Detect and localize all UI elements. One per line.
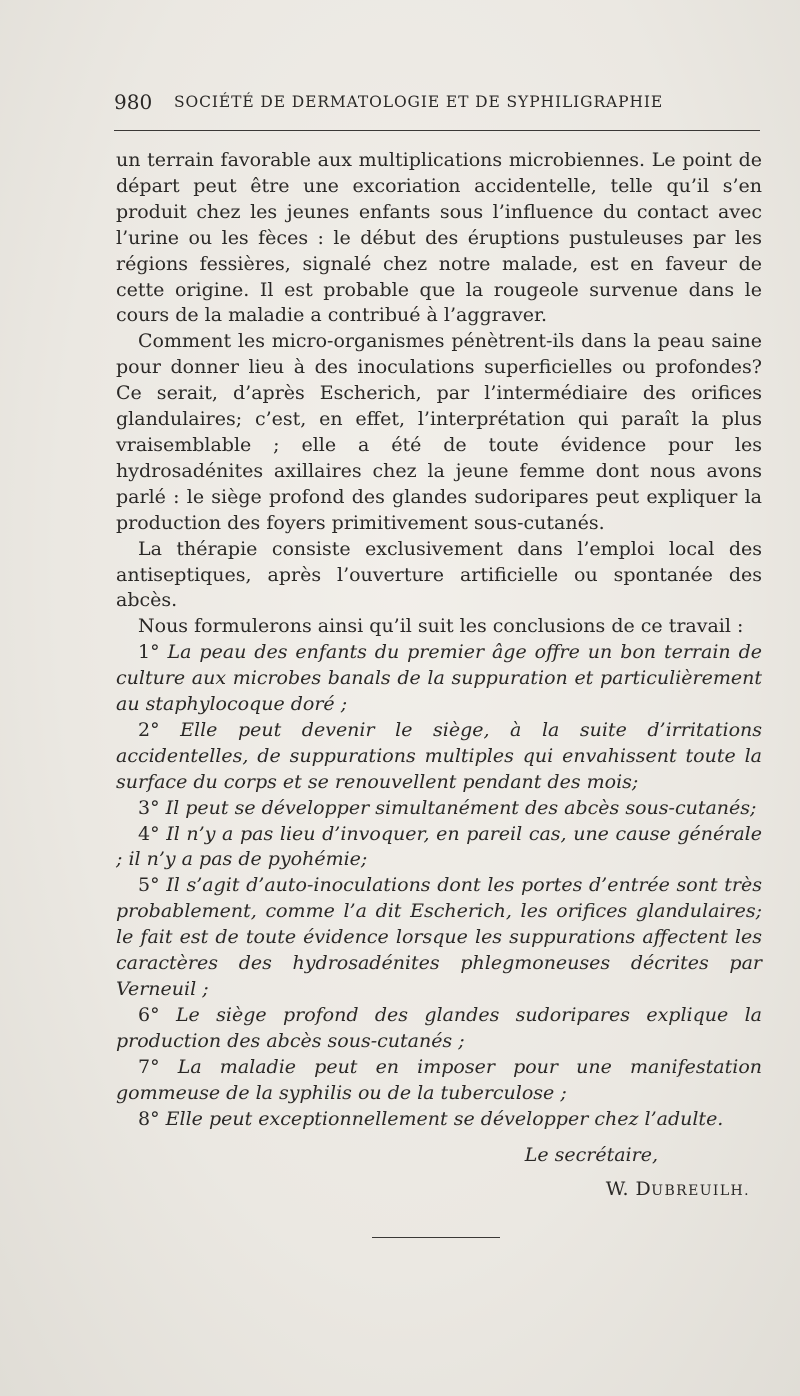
conclusion-text: Il peut se développer simultanément des abcès sous-cutanés; (165, 796, 757, 819)
header-rule (114, 130, 760, 131)
running-head: SOCIÉTÉ DE DERMATOLOGIE ET DE SYPHILIGRAPHIE (174, 93, 664, 111)
conclusion-text: Il s’agit d’auto-inoculations dont les portes d’entrée sont très probablement, comme l’a dit Escherich, les orifices glandulaires; le fait est de toute évidence lorsque les suppurations affectent les caractères des hydrosadénites phlegmoneuses décrites par Verneuil ; (116, 874, 762, 1000)
signature-surname: UBREUILH. (651, 1183, 750, 1199)
signature-role: Le secrétaire, (524, 1144, 658, 1166)
conclusion-item (116, 822, 762, 874)
conclusion-text: Le siège profond des glandes sudoripares explique la production des abcès sous-cutanés ; (116, 1003, 762, 1052)
conclusion-item (116, 796, 762, 822)
end-rule (372, 1237, 500, 1238)
body-text (116, 148, 762, 1132)
conclusion-item (116, 1003, 762, 1055)
paragraph: Nous formulerons ainsi qu’il suit les conclusions de ce travail : (138, 615, 744, 638)
page-header (114, 90, 760, 118)
signature-initial: W. D (605, 1178, 652, 1200)
paragraph: La thérapie consiste exclusivement dans l’emploi local des antiseptiques, après l’ouverture artificielle ou spontanée des abcès. (116, 537, 762, 612)
conclusion-text: Il n’y a pas lieu d’invoquer, en pareil cas, une cause générale ; il n’y a pas de pyohémie; (116, 822, 762, 871)
conclusion-number: 4° (138, 822, 160, 845)
conclusion-text: La peau des enfants du premier âge offre un bon terrain de culture aux microbes banals de la suppuration et particulièrement au staphylocoque doré ; (116, 641, 762, 716)
conclusion-text: Elle peut exceptionnellement se développer chez l’adulte. (165, 1107, 724, 1130)
conclusion-number: 7° (138, 1055, 160, 1078)
conclusion-text: La maladie peut en imposer pour une manifestation gommeuse de la syphilis ou de la tuberculose ; (116, 1055, 762, 1104)
conclusion-number: 5° (138, 874, 160, 897)
conclusion-item (116, 640, 762, 718)
paragraph: un terrain favorable aux multiplications microbiennes. Le point de départ peut être une excoriation accidentelle, telle qu’il s’en produit chez les jeunes enfants sous l’influence du contact avec l’urine ou les fèces : le début des éruptions pustuleuses par les régions fessières, signalé chez notre malade, est en faveur de cette origine. Il est probable que la rougeole survenue dans le cours de la maladie a contribué à l’aggraver. (116, 149, 762, 327)
signature-block (116, 1138, 762, 1208)
signature-name (116, 1172, 762, 1208)
conclusion-number: 1° (138, 641, 160, 664)
conclusion-number: 3° (138, 796, 160, 819)
conclusion-number: 6° (138, 1003, 160, 1026)
conclusion-item (116, 1107, 762, 1133)
paragraph: Comment les micro-organismes pénètrent-ils dans la peau saine pour donner lieu à des inoculations superficielles ou profondes? Ce serait, d’après Escherich, par l’intermédiaire des orifices glandulaires; c’est, en effet, l’interprétation qui paraît la plus vraisemblable ; elle a été de toute évidence pour les hydrosadénites axillaires chez la jeune femme dont nous avons parlé : le siège profond des glandes sudoripares peut expliquer la production des foyers primitivement sous-cutanés. (116, 330, 762, 534)
conclusion-item (116, 718, 762, 796)
conclusion-item (116, 1055, 762, 1107)
conclusion-number: 2° (138, 718, 160, 741)
conclusion-number: 8° (138, 1107, 160, 1130)
conclusion-item (116, 873, 762, 1003)
page-number: 980 (114, 90, 153, 114)
conclusion-text: Elle peut devenir le siège, à la suite d’irritations accidentelles, de suppurations multiples qui envahissent toute la surface du corps et se renouvellent pendant des mois; (116, 718, 763, 793)
